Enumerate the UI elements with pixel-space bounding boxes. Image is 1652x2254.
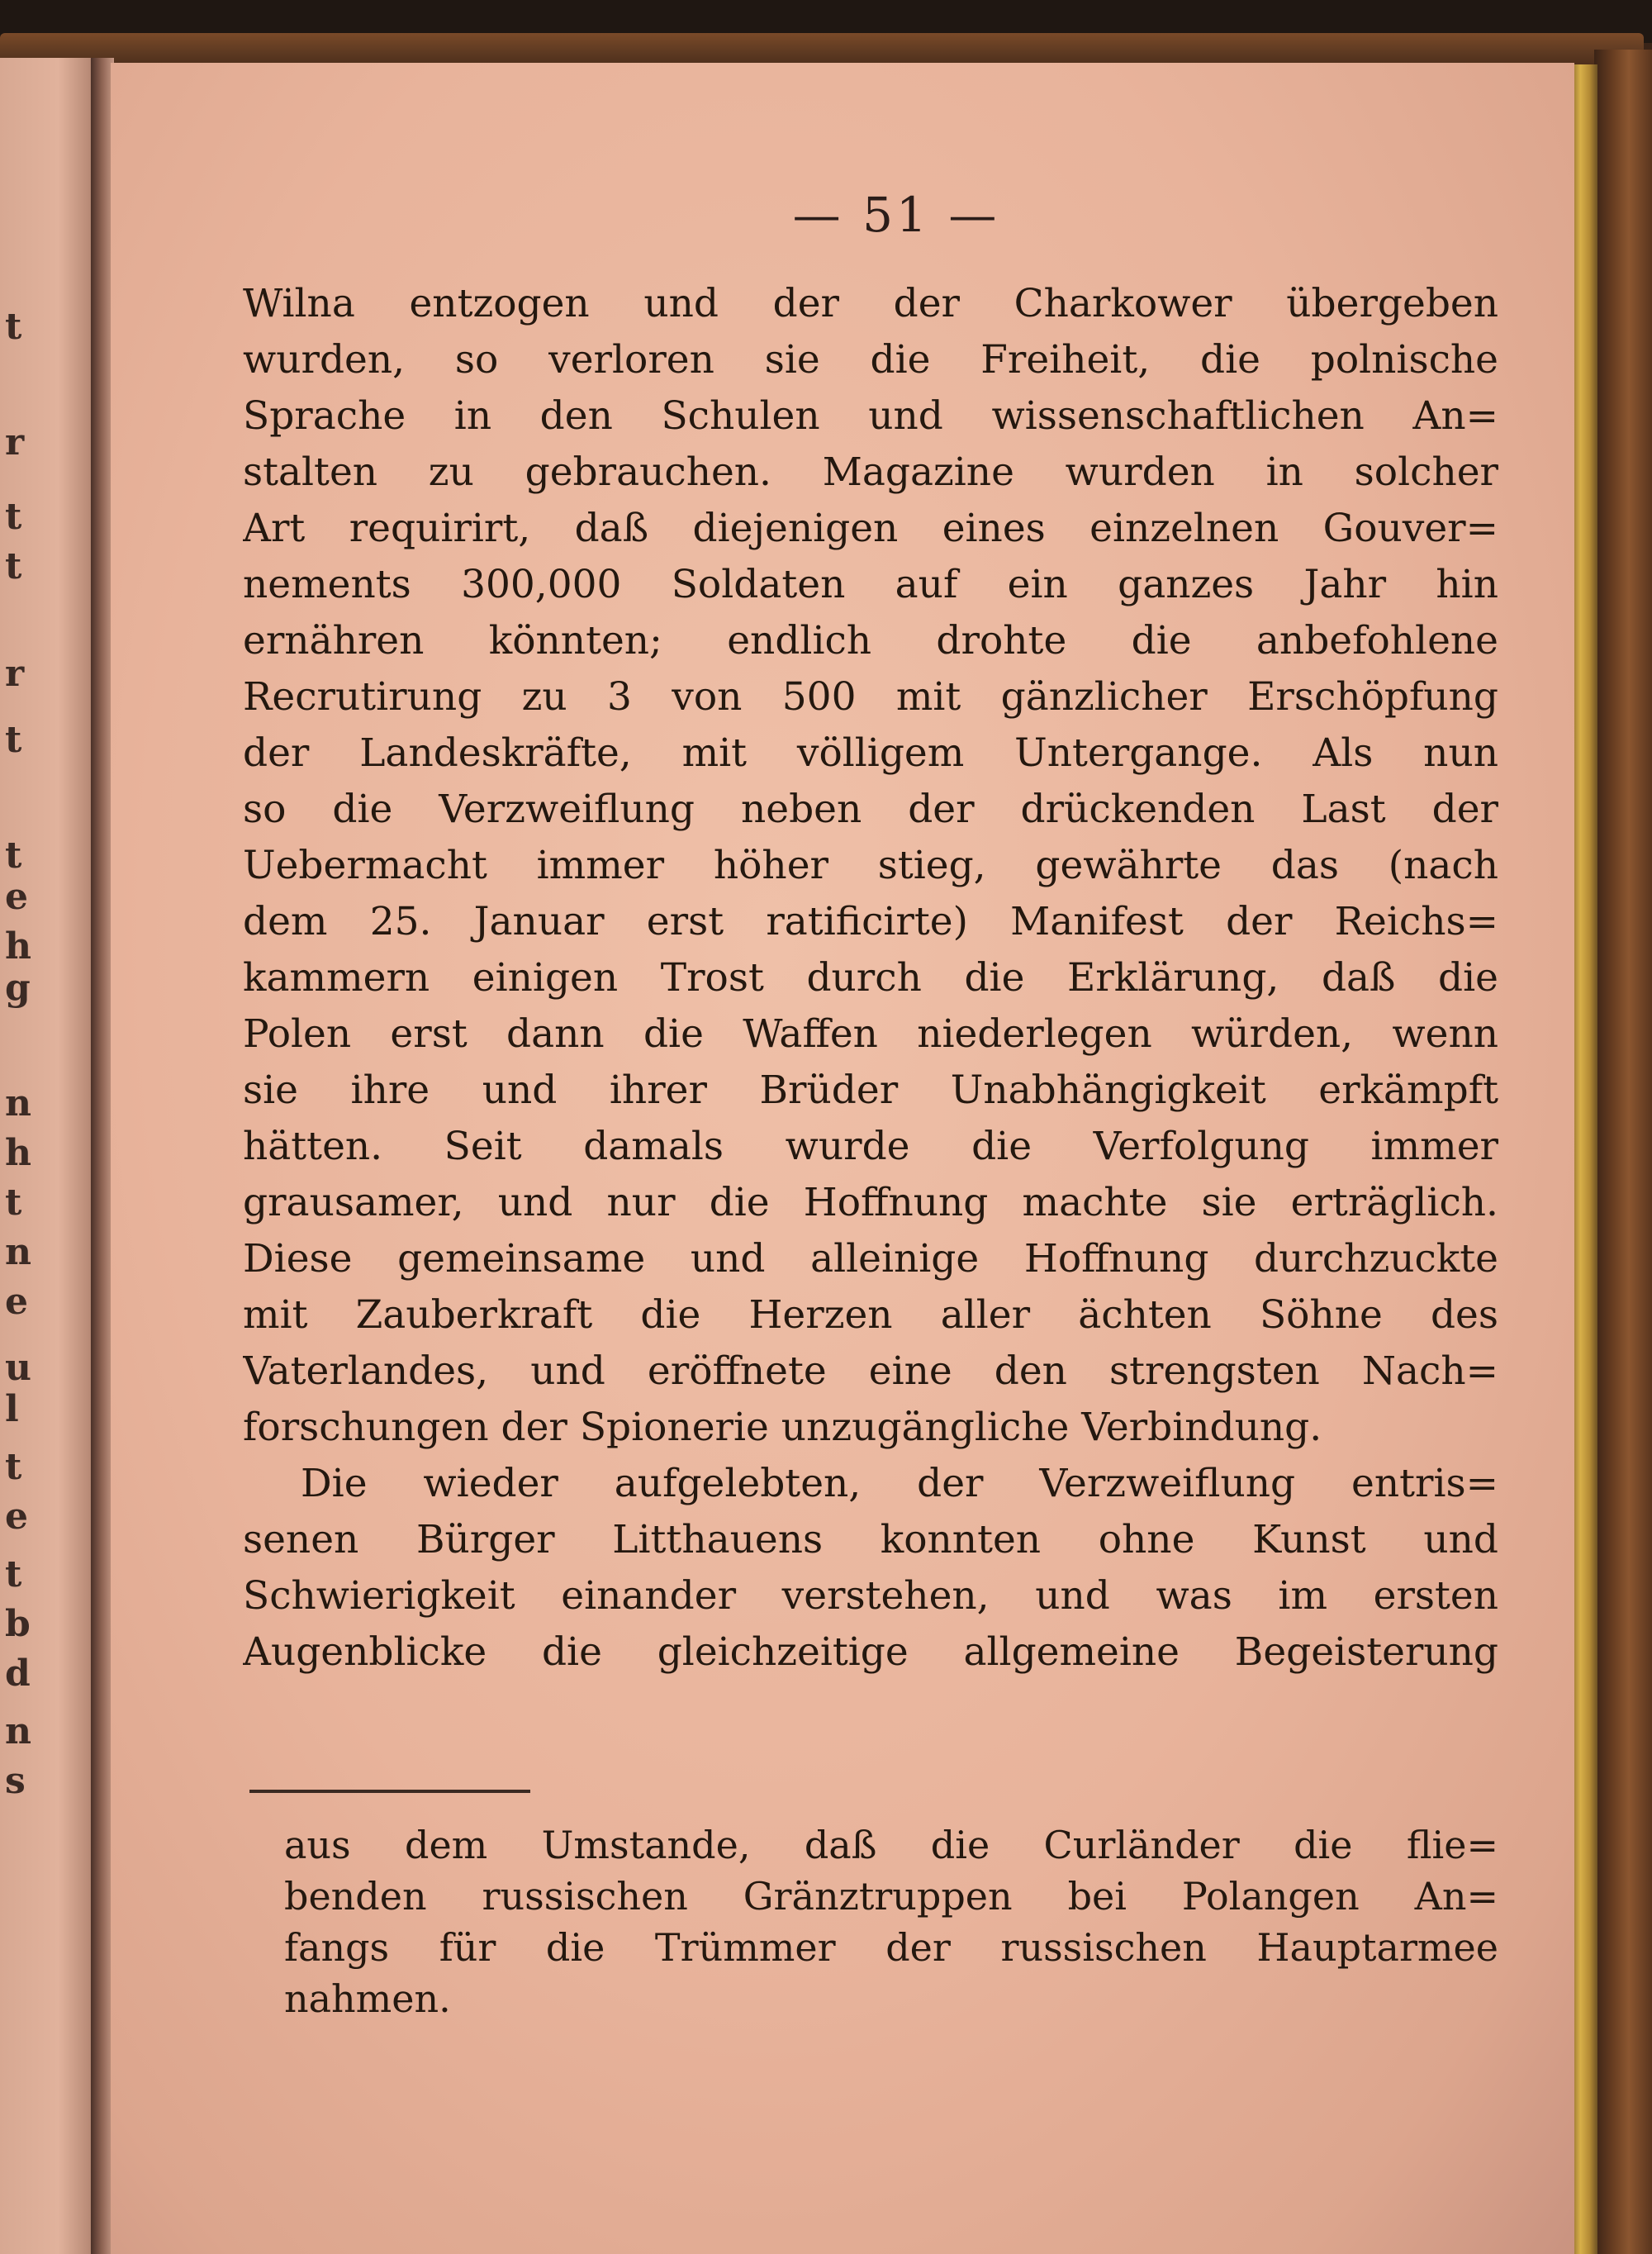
cut-letter: u	[5, 1347, 31, 1389]
cut-letter: t	[5, 306, 22, 348]
cut-letter: t	[5, 545, 22, 587]
cut-letter: r	[5, 653, 25, 695]
text-line: Sprache in den Schulen und wissenschaftlichen An=	[243, 393, 1498, 439]
cut-letter: g	[5, 967, 31, 1009]
cut-letter: t	[5, 719, 22, 761]
cut-letter: h	[5, 1132, 31, 1174]
text-line: senen Bürger Litthauens konnten ohne Kunst und	[243, 1517, 1498, 1562]
cut-letter: e	[5, 1281, 28, 1323]
cut-letter: r	[5, 421, 25, 464]
text-line: Polen erst dann die Waffen niederlegen würden, wenn	[243, 1011, 1498, 1057]
footnote-rule	[249, 1790, 530, 1793]
text-line: Art requirirt, daß diejenigen eines einzelnen Gouver=	[243, 506, 1498, 551]
text-line: Uebermacht immer höher stieg, gewährte das (nach	[243, 843, 1498, 888]
cut-letter: b	[5, 1603, 31, 1645]
text-line: der Landeskräfte, mit völligem Untergange. Als nun	[243, 730, 1498, 776]
text-line: stalten zu gebrauchen. Magazine wurden in solcher	[243, 449, 1498, 495]
footnote-line: benden russischen Gränztruppen bei Polangen An=	[284, 1874, 1498, 1919]
text-line: nements 300,000 Soldaten auf ein ganzes Jahr hin	[243, 562, 1498, 607]
text-line: Recrutirung zu 3 von 500 mit gänzlicher Erschöpfung	[243, 674, 1498, 720]
cut-letter: t	[5, 1553, 22, 1595]
left-page-edge	[0, 58, 97, 2254]
cut-letter: l	[5, 1388, 19, 1430]
page-gilt-edge	[1571, 64, 1597, 2254]
cut-letter: d	[5, 1652, 31, 1695]
text-line: forschungen der Spionerie unzugängliche Verbindung.	[243, 1405, 1322, 1450]
cut-letter: s	[5, 1760, 26, 1802]
text-line: grausamer, und nur die Hoffnung machte sie erträglich.	[243, 1180, 1498, 1225]
text-line: so die Verzweiflung neben der drückenden Last der	[243, 787, 1498, 832]
footnote	[284, 1819, 1498, 2024]
text-line: hätten. Seit damals wurde die Verfolgung immer	[243, 1124, 1498, 1169]
page-number: — 51 —	[792, 187, 1000, 243]
cut-letter: e	[5, 1496, 28, 1538]
text-line: sie ihre und ihrer Brüder Unabhängigkeit erkämpft	[243, 1068, 1498, 1113]
text-line: Augenblicke die gleichzeitige allgemeine Begeisterung	[243, 1629, 1498, 1675]
cut-letter: e	[5, 876, 28, 918]
text-line: kammern einigen Trost durch die Erklärung, daß die	[243, 955, 1498, 1001]
cut-letter: t	[5, 1182, 22, 1224]
footnote-line: aus dem Umstande, daß die Curländer die flie=	[284, 1823, 1498, 1867]
right-page	[111, 63, 1574, 2254]
text-line: dem 25. Januar erst ratificirte) Manifest der Reichs=	[243, 899, 1498, 944]
text-line: Wilna entzogen und der der Charkower übergeben	[243, 281, 1498, 326]
footnote-line: nahmen.	[284, 1976, 451, 2021]
text-line: Diese gemeinsame und alleinige Hoffnung durchzuckte	[243, 1236, 1498, 1282]
cut-letter: h	[5, 925, 31, 968]
text-line: Schwierigkeit einander verstehen, und was im ersten	[243, 1573, 1498, 1619]
left-page-cut-letters	[0, 58, 50, 2254]
text-line: ernähren könnten; endlich drohte die anbefohlene	[243, 618, 1498, 663]
text-line: Die wieder aufgelebten, der Verzweiflung entris=	[301, 1461, 1498, 1506]
cut-letter: t	[5, 1446, 22, 1488]
cut-letter: n	[5, 1710, 31, 1752]
text-line: Vaterlandes, und eröffnete eine den strengsten Nach=	[243, 1348, 1498, 1394]
cut-letter: t	[5, 496, 22, 538]
footnote-line: fangs für die Trümmer der russischen Hauptarmee	[284, 1925, 1498, 1970]
text-line: wurden, so verloren sie die Freiheit, die polnische	[243, 337, 1498, 383]
text-line: mit Zauberkraft die Herzen aller ächten Söhne des	[243, 1292, 1498, 1338]
book-cover-right	[1594, 50, 1652, 2254]
cut-letter: t	[5, 835, 22, 877]
cut-letter: n	[5, 1082, 31, 1125]
cut-letter: n	[5, 1231, 31, 1273]
body-text	[243, 276, 1498, 1681]
